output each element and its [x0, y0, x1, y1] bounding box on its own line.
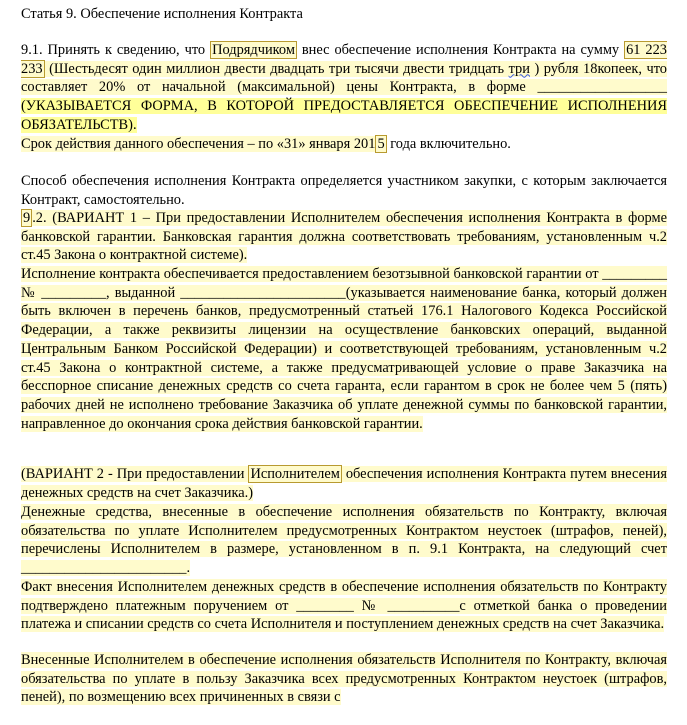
- amount-field[interactable]: 61 223 233: [21, 42, 668, 77]
- p8-text: Внесенные Исполнителем в обеспечение исполнения обязательств Исполнителя по Контракту, включая обязательства по уплате в пользу Заказчика всех предусмотренных Контрактом неустоек (штрафов, пеней), по возмещению всех причиненных в связи с: [21, 652, 667, 706]
- p1-text-a: 9.1. Принять к сведению, что: [21, 42, 211, 58]
- p5-text-a: (ВАРИАНТ 2 - При предоставлении: [21, 466, 249, 482]
- p4-text: Исполнение контракта обеспечивается предоставлением безотзывной банковской гарантии от _________ № _________, выданной _______________________(указывается наименование банка, который должен быть включен в перечень банков, предусмотренный статьей 176.1 Налогового Кодекса Российской Федерации, а также реквизиты лицензии на осуществление банковских операций, выданной Центральным Банком Российской Федерации) и соответствующей требованиям, установленным ч.2 ст.45 Закона о контрактной системе, а также предусматривающей условие о праве Заказчика на бесспорное списание денежных средств со счета гаранта, если гарантом в срок не более чем 5 (пять) рабочих дней не исполнено требование Заказчика об уплате денежной суммы по банковской гарантии, направленное до окончания срока действия банковской гарантии.: [21, 266, 667, 432]
- p1-text-b: внес обеспечение исполнения Контракта на сумму: [296, 42, 625, 58]
- paragraph-payment-fact: [21, 578, 667, 634]
- contractor-field[interactable]: Подрядчиком: [212, 42, 295, 58]
- paragraph-funds: [21, 503, 667, 578]
- p3-num-a[interactable]: 9: [23, 210, 31, 226]
- paragraph-method: Способ обеспечения исполнения Контракта определяется участником закупки, с которым заключается Контракт, самостоятельно.: [21, 173, 667, 208]
- term-year-field[interactable]: 5: [377, 135, 385, 152]
- p7-text: Факт внесения Исполнителем денежных средств в обеспечение исполнения обязательств по Контракту подтверждено платежным поручением от ________ № __________с отметкой банка о проведении платежа и списании средств со счета Исполнителя и поступлением денежных средств на счет Заказчика.: [21, 579, 667, 633]
- paragraph-bank-guarantee: [21, 265, 667, 433]
- p6-text: Денежные средства, внесенные в обеспечение исполнения обязательств по Контракту, включая обязательства по уплате Исполнителем предусмотренных Контрактом неустоек (штрафов, пеней), перечислены Исполнителем в размере, установленном в п. 9.1 Контракта, на следующий счет _______________________.: [21, 504, 667, 577]
- p1-form-placeholder: (УКАЗЫВАЕТСЯ ФОРМА, В КОТОРОЙ ПРЕДОСТАВЛЯЕТСЯ ОБЕСПЕЧЕНИЕ ИСПОЛНЕНИЯ ОБЯЗАТЕЛЬСТВ).: [21, 98, 667, 133]
- paragraph-variant-2: [21, 465, 667, 502]
- p1-text-d: ) рубля 18копеек, что составляет 20% от начальной (максимальной) цены Контракта, в форме __________________: [21, 60, 667, 96]
- p1-text-c: (Шестьдесят один миллион двести двадцать три тысячи двести тридцать: [44, 60, 509, 77]
- p1-term-b: года включительно.: [386, 135, 511, 152]
- paragraph-9-1: [21, 41, 667, 153]
- p1-term-a: Срок действия данного обеспечения – по «31» января 201: [21, 135, 376, 152]
- paragraph-9-2: [21, 209, 667, 265]
- p1-tri: три: [508, 60, 530, 77]
- executor-field[interactable]: Исполнителем: [250, 466, 340, 482]
- paragraph-deposited: [21, 651, 667, 707]
- article-title: Статья 9. Обеспечение исполнения Контракта: [21, 6, 303, 22]
- p3-num-b: .2. (ВАРИАНТ 1 – При предоставлении Исполнителем обеспечения исполнения Контракта в форме банковской гарантии. Банковская гарантия должна соответствовать требованиям, установленным ч.2 ст.45 Закона о контрактной системе).: [21, 210, 667, 264]
- p5-text-b: обеспечения исполнения Контракта путем внесения денежных средств на счет Заказчика.): [21, 466, 667, 501]
